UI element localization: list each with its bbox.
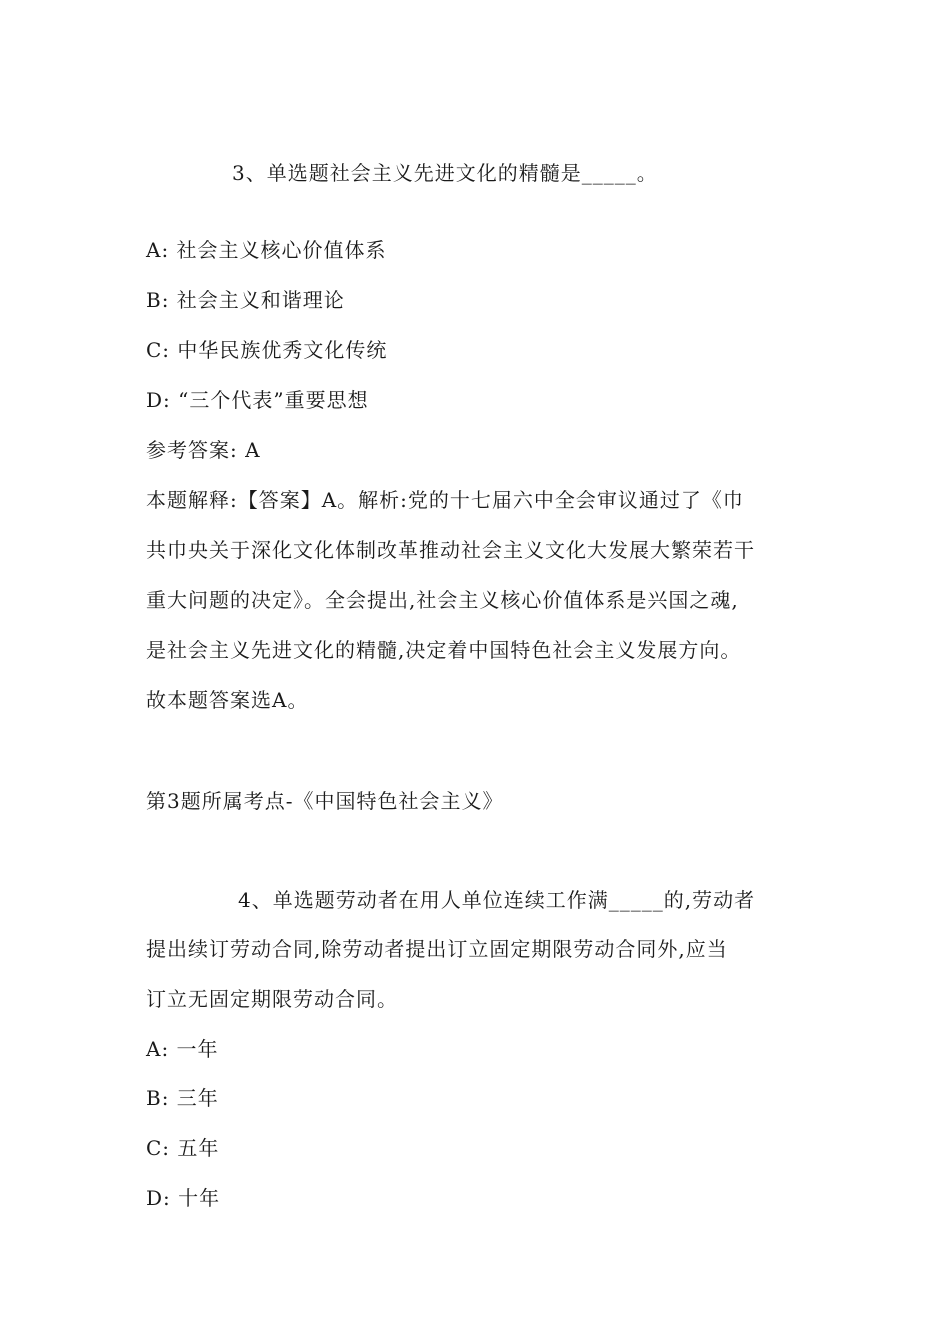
q4-option-a: A: 一年 <box>146 1037 219 1061</box>
q3-option-a: A: 社会主义核心价值体系 <box>146 238 387 262</box>
q3-topic: 第3题所属考点-《中国特色社会主义》 <box>146 789 504 813</box>
q4-option-b: B: 三年 <box>146 1086 219 1110</box>
q3-stem: 3、单选题社会主义先进文化的精髓是_____。 <box>232 161 658 185</box>
q3-option-b: B: 社会主义和谐理论 <box>146 288 345 312</box>
q3-explanation-line: 重大问题的决定》。全会提出,社会主义核心价值体系是兴国之魂, <box>146 588 739 612</box>
q3-explanation-line: 是社会主义先进文化的精髓,决定着中国特色社会主义发展方向。 <box>146 638 742 662</box>
q4-stem-line: 订立无固定期限劳动合同。 <box>146 987 398 1011</box>
q4-option-c: C: 五年 <box>146 1136 220 1160</box>
q3-explanation-line: 共巾央关于深化文化体制改革推动社会主义文化大发展大繁荣若干 <box>146 538 755 562</box>
q3-explanation-line: 故本题答案选A。 <box>146 688 309 712</box>
q3-option-c: C: 中华民族优秀文化传统 <box>146 338 388 362</box>
q3-explanation-line: 本题解释:【答案】A。解析:党的十七届六中全会审议通过了《巾 <box>146 488 744 512</box>
q3-answer: 参考答案: A <box>146 438 261 462</box>
q4-option-d: D: 十年 <box>146 1186 221 1210</box>
q4-stem-line: 4、单选题劳动者在用人单位连续工作满_____的,劳动者 <box>238 888 756 912</box>
q3-option-d: D: “三个代表”重要思想 <box>146 388 369 412</box>
q4-stem-line: 提出续订劳动合同,除劳动者提出订立固定期限劳动合同外,应当 <box>146 937 728 961</box>
